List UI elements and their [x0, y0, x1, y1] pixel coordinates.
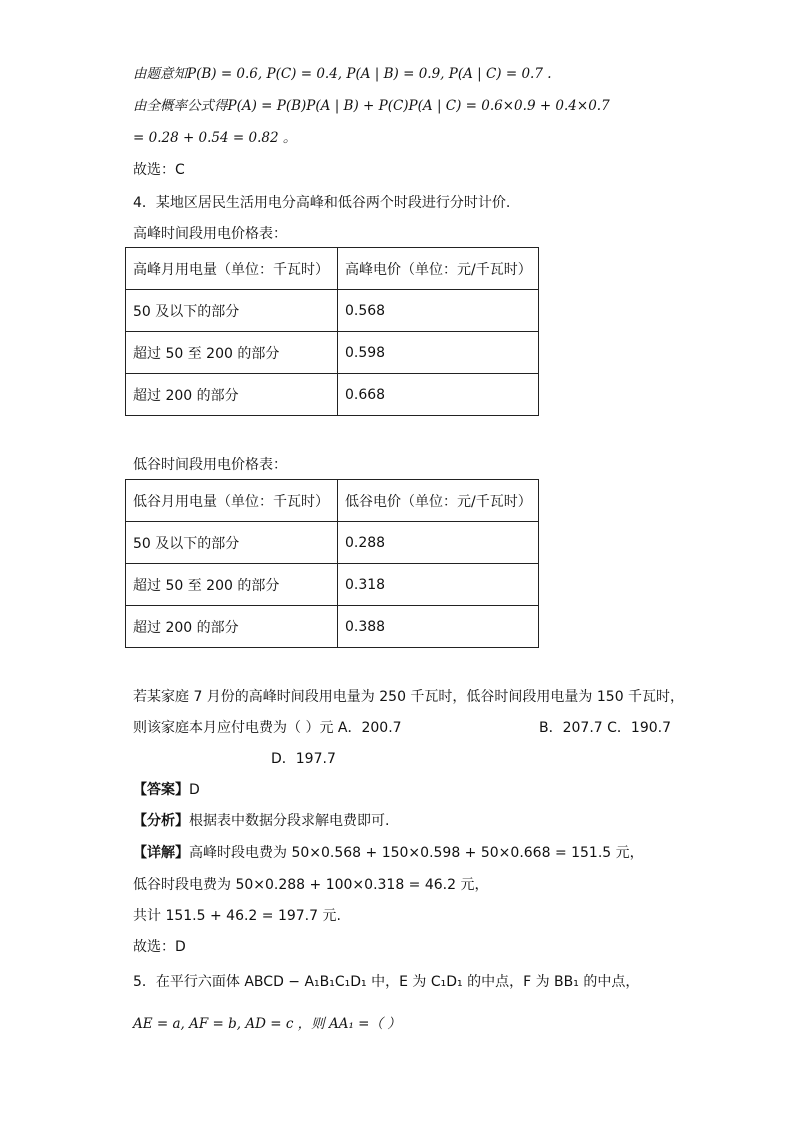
table-cell: 超过 50 至 200 的部分 — [126, 564, 338, 606]
answer-value: D — [189, 782, 200, 798]
table-cell: 50 及以下的部分 — [126, 522, 338, 564]
detail-line — [133, 843, 644, 863]
solution-line-3: = 0.28 + 0.54 = 0.82 。 — [133, 130, 297, 146]
detail-line-4: 故选：D — [133, 939, 186, 955]
analysis-text: 根据表中数据分段求解电费即可. — [189, 813, 390, 829]
detail-line-2: 低谷时段电费为 50×0.288 + 100×0.318 = 46.2 元， — [133, 877, 489, 893]
table-cell: 超过 200 的部分 — [126, 606, 338, 648]
detail-line-3: 共计 151.5 + 46.2 = 197.7 元. — [133, 908, 341, 924]
table-cell: 0.318 — [338, 564, 539, 606]
table-cell: 50 及以下的部分 — [126, 290, 338, 332]
analysis-line — [133, 811, 389, 831]
table-row — [126, 290, 539, 332]
valley-price-table — [125, 479, 539, 648]
table-cell: 超过 50 至 200 的部分 — [126, 332, 338, 374]
table-cell: 超过 200 的部分 — [126, 374, 338, 416]
table-cell: 低谷月用电量（单位：千瓦时） — [126, 480, 338, 522]
table-row — [126, 564, 539, 606]
table-cell: 低谷电价（单位：元/千瓦时） — [338, 480, 539, 522]
table-cell: 高峰电价（单位：元/千瓦时） — [338, 248, 539, 290]
peak-price-table — [125, 247, 539, 416]
solution-line-4: 故选：C — [133, 162, 185, 178]
table-row — [126, 248, 539, 290]
table-row — [126, 522, 539, 564]
solution-line-2: 由全概率公式得P(A) = P(B)P(A | B) + P(C)P(A | C) = 0.6×0.9 + 0.4×0.7 — [133, 98, 610, 114]
question-5-vectors: AE = a, AF = b, AD = c ，则 AA₁ =（ ） — [133, 1016, 401, 1032]
question-5-title: 5．在平行六面体 ABCD − A₁B₁C₁D₁ 中，E 为 C₁D₁ 的中点，F 为 BB₁ 的中点， — [133, 974, 640, 990]
table-row — [126, 374, 539, 416]
table-cell: 0.388 — [338, 606, 539, 648]
options-b-c: B．207.7 C．190.7 — [539, 720, 671, 736]
detail-tag: 【详解】 — [133, 845, 189, 861]
peak-table-caption: 高峰时间段用电价格表： — [133, 226, 287, 242]
detail-text: 高峰时段电费为 50×0.568 + 150×0.598 + 50×0.668 = 151.5 元， — [189, 845, 644, 861]
question-4-stem-2: 则该家庭本月应付电费为（ ）元 A．200.7 — [133, 720, 402, 736]
table-cell: 0.568 — [338, 290, 539, 332]
table-cell: 0.598 — [338, 332, 539, 374]
table-row — [126, 480, 539, 522]
question-4-stem: 若某家庭 7 月份的高峰时间段用电量为 250 千瓦时，低谷时间段用电量为 150 千瓦时， — [133, 689, 685, 705]
option-d: D．197.7 — [271, 751, 336, 767]
valley-table-caption: 低谷时间段用电价格表： — [133, 457, 287, 473]
question-4-title: 4．某地区居民生活用电分高峰和低谷两个时段进行分时计价. — [133, 195, 511, 211]
table-row — [126, 332, 539, 374]
answer-line — [133, 780, 200, 800]
solution-line-1: 由题意知P(B) = 0.6, P(C) = 0.4, P(A | B) = 0.9, P(A | C) = 0.7 . — [133, 66, 552, 82]
table-cell: 高峰月用电量（单位：千瓦时） — [126, 248, 338, 290]
answer-tag: 【答案】 — [133, 782, 189, 798]
table-row — [126, 606, 539, 648]
analysis-tag: 【分析】 — [133, 813, 189, 829]
table-cell: 0.288 — [338, 522, 539, 564]
table-cell: 0.668 — [338, 374, 539, 416]
